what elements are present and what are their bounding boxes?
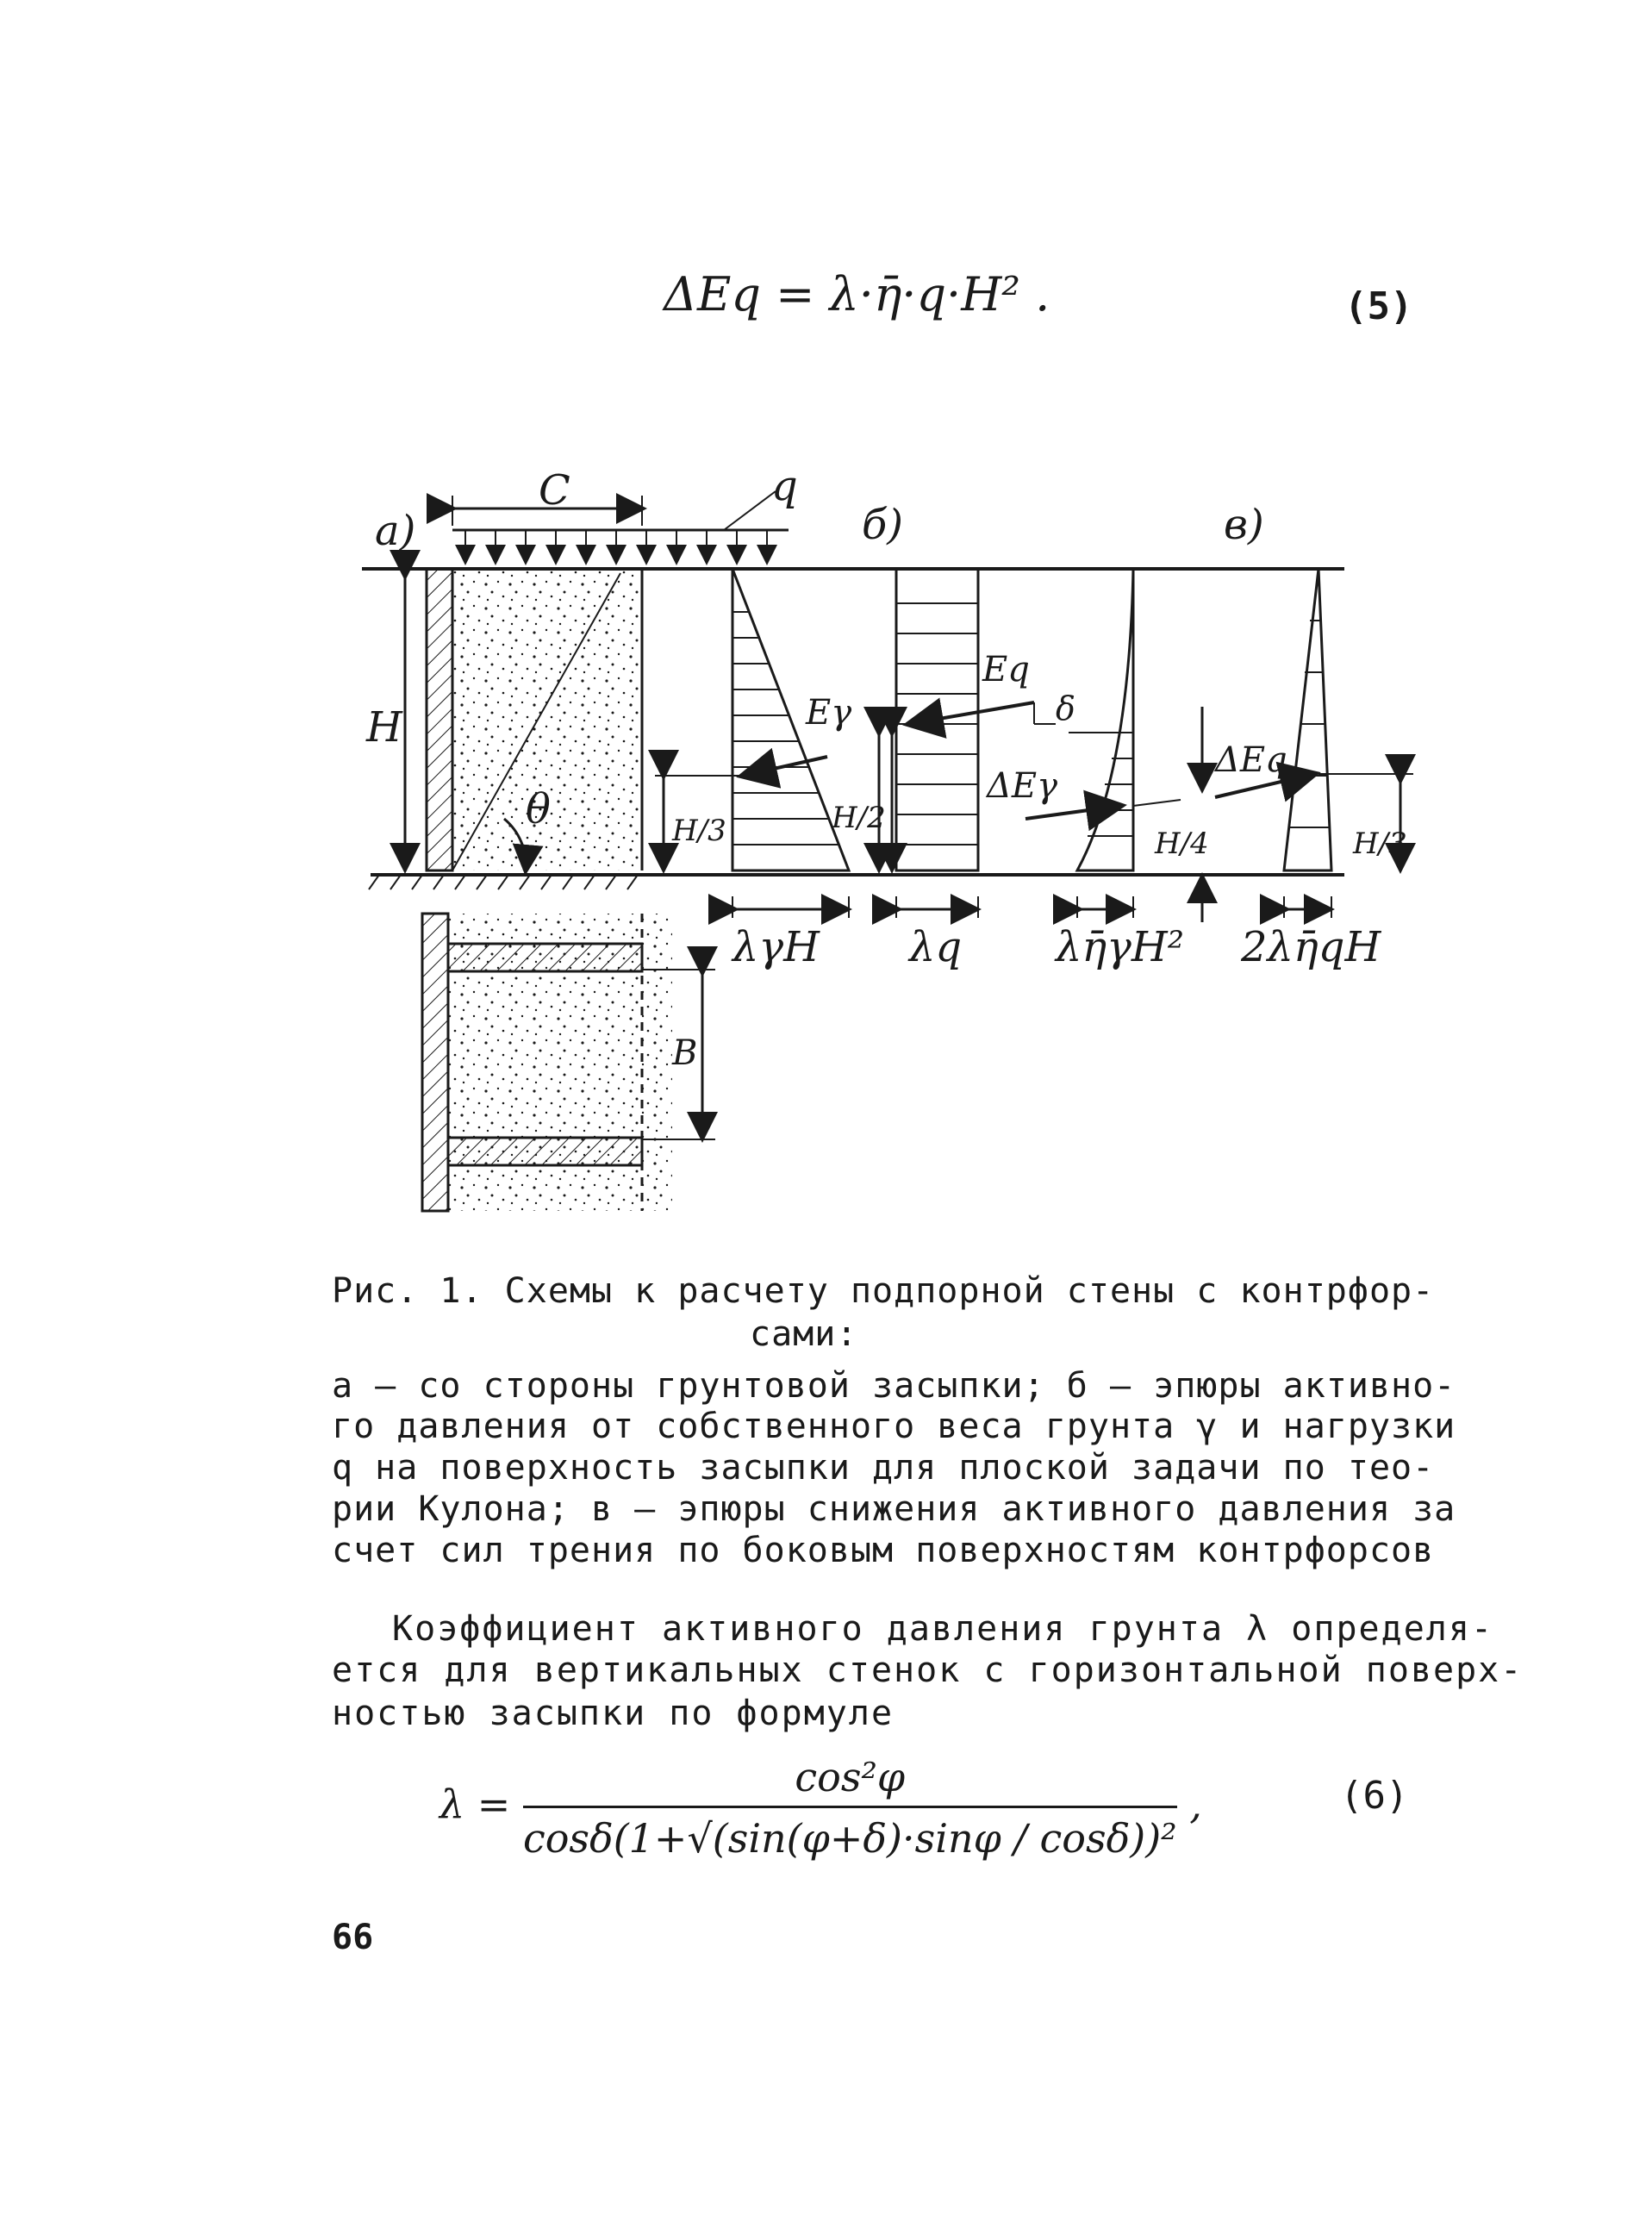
label-deq: ΔEq: [1215, 740, 1287, 780]
label-H3: H/3: [672, 814, 726, 848]
caption-line-5: q на поверхность засыпки для плоской задачи по тео-: [332, 1448, 1435, 1488]
eq-arrow: [909, 702, 1034, 724]
label-degamma: ΔEγ: [987, 766, 1057, 806]
label-v: в): [1224, 501, 1264, 549]
formula-6-numerator: cos²φ: [795, 1754, 906, 1800]
label-egamma: Eγ: [806, 693, 852, 733]
deq-diagram: [1284, 569, 1331, 870]
label-delta: δ: [1056, 689, 1075, 727]
formula-6-fraction: [523, 1754, 1177, 1862]
paragraph-line-1: Коэффициент активного давления грунта λ определя-: [392, 1609, 1494, 1649]
caption-line-4: го давления от собственного веса грунта γ и нагрузки: [332, 1407, 1456, 1446]
caption-line-2: сами:: [750, 1314, 858, 1354]
paragraph-line-2: ется для вертикальных стенок с горизонтальной поверх-: [332, 1650, 1524, 1690]
paragraph-line-3: ностью засыпки по формуле: [332, 1694, 895, 1733]
label-b: б): [862, 501, 904, 549]
formula-5: ΔEq = λ·η̄·q·H² .: [664, 267, 1050, 321]
wall-hatch: [427, 569, 452, 870]
degamma-diagram: [1077, 569, 1133, 870]
base-4: 2λη̄qH: [1241, 923, 1381, 971]
formula-6-number: (6): [1340, 1774, 1409, 1818]
label-B: B: [672, 1033, 698, 1073]
label-a: a): [375, 507, 416, 555]
label-theta: θ: [526, 785, 551, 833]
buttress-top: [448, 944, 642, 971]
label-q: q: [771, 462, 798, 510]
label-C: C: [539, 466, 570, 515]
base-1: λγH: [732, 923, 820, 971]
ground-hatch: [369, 875, 638, 889]
label-H2: H/2: [832, 801, 886, 835]
label-H3b: H/3: [1353, 827, 1407, 861]
plan-wall: [422, 914, 448, 1211]
load-arrows: [465, 530, 767, 562]
degamma-arrow: [1025, 806, 1120, 819]
caption-line-7: счет сил трения по боковым поверхностям контрфорсов: [332, 1531, 1435, 1570]
label-eq: Eq: [982, 650, 1030, 689]
label-H: H: [366, 703, 402, 752]
formula-6-lhs: λ =: [439, 1781, 511, 1828]
formula-6-comma: ,: [1189, 1781, 1202, 1828]
page-number: 66: [332, 1918, 374, 1957]
formula-6: [439, 1754, 1202, 1862]
caption-line-3: а – со стороны грунтовой засыпки; б – эпюры активно-: [332, 1366, 1456, 1406]
base-2: λq: [909, 923, 963, 971]
formula-6-denominator: cosδ(1+√(sin(φ+δ)·sinφ / cosδ))²: [523, 1806, 1177, 1862]
caption-line-6: рии Кулона; в – эпюры снижения активного давления за: [332, 1489, 1456, 1529]
formula-5-number: (5): [1344, 284, 1413, 328]
caption-line-1: Рис. 1. Схемы к расчету подпорной стены с контрфор-: [332, 1271, 1435, 1311]
base-3: λη̄γH²: [1056, 923, 1184, 971]
label-H4: H/4: [1155, 827, 1209, 861]
buttress-bottom: [448, 1138, 642, 1165]
